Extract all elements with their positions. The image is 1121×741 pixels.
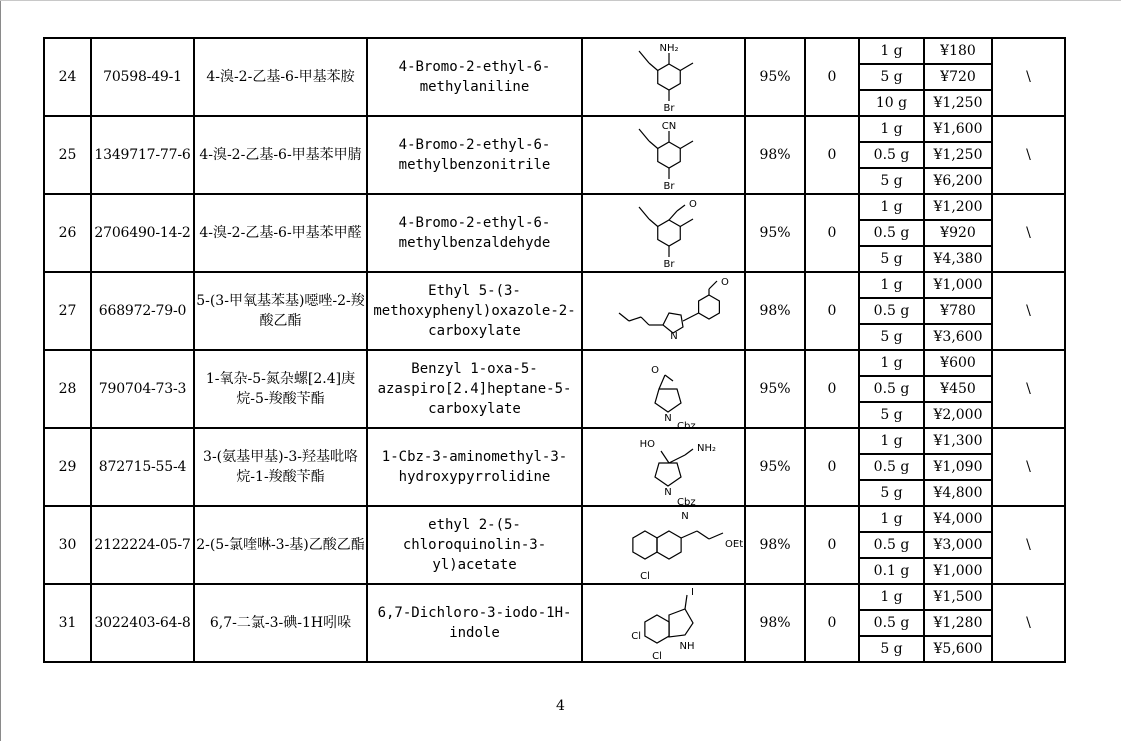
pack-size: 5 g [859, 480, 924, 506]
purity: 95% [745, 428, 805, 506]
remark: \ [992, 272, 1065, 350]
pack-size: 10 g [859, 90, 924, 116]
table-row [44, 194, 1065, 220]
atom-label: Cbz [676, 497, 696, 508]
atom-label: NH₂ [658, 43, 679, 54]
row-number: 26 [44, 194, 91, 272]
remark: \ [992, 584, 1065, 662]
price: ¥180 [924, 38, 992, 64]
atom-label: O [720, 277, 729, 288]
row-number: 30 [44, 506, 91, 584]
cas-number: 2706490-14-2 [91, 194, 194, 272]
atom-label: O [688, 199, 697, 210]
atom-label: Cl [630, 631, 641, 642]
purity: 98% [745, 584, 805, 662]
pack-size: 1 g [859, 38, 924, 64]
pack-size: 0.5 g [859, 610, 924, 636]
pack-size: 1 g [859, 194, 924, 220]
table-row [44, 38, 1065, 64]
remark: \ [992, 506, 1065, 584]
page-edge [0, 0, 1, 741]
table-row [44, 272, 1065, 298]
stock: 0 [805, 428, 859, 506]
ethyl-chloroquinolinyl-acetate-structure [582, 506, 745, 584]
price: ¥1,090 [924, 454, 992, 480]
table-row [44, 116, 1065, 142]
purity: 98% [745, 272, 805, 350]
cas-number: 70598-49-1 [91, 38, 194, 116]
price: ¥3,600 [924, 324, 992, 350]
atom-label: OEt [724, 539, 743, 550]
price: ¥6,200 [924, 168, 992, 194]
pack-size: 5 g [859, 168, 924, 194]
price: ¥920 [924, 220, 992, 246]
atom-label: NH [679, 641, 694, 652]
price: ¥5,600 [924, 636, 992, 662]
pack-size: 5 g [859, 64, 924, 90]
price: ¥1,300 [924, 428, 992, 454]
price: ¥450 [924, 376, 992, 402]
purity: 98% [745, 116, 805, 194]
chinese-name: 5-(3-甲氧基苯基)噁唑-2-羧酸乙酯 [194, 272, 367, 350]
pack-size: 1 g [859, 584, 924, 610]
atom-label: Cbz [676, 421, 696, 432]
purity: 98% [745, 506, 805, 584]
price: ¥1,250 [924, 90, 992, 116]
atom-label: N [669, 331, 678, 342]
table-row [44, 506, 1065, 532]
chinese-name: 2-(5-氯喹啉-3-基)乙酸乙酯 [194, 506, 367, 584]
table-row [44, 350, 1065, 376]
4-bromo-2-ethyl-6-methylbenzonitrile-structure [582, 116, 745, 194]
atom-label: Br [663, 181, 674, 192]
price: ¥1,200 [924, 194, 992, 220]
row-number: 29 [44, 428, 91, 506]
chinese-name: 1-氧杂-5-氮杂螺[2.4]庚烷-5-羧酸苄酯 [194, 350, 367, 428]
pack-size: 0.5 g [859, 142, 924, 168]
stock: 0 [805, 38, 859, 116]
4-bromo-2-ethyl-6-methylaniline-structure [582, 38, 745, 116]
atom-label: I [690, 587, 694, 598]
cas-number: 790704-73-3 [91, 350, 194, 428]
price: ¥4,380 [924, 246, 992, 272]
purity: 95% [745, 350, 805, 428]
english-name: 4-Bromo-2-ethyl-6-methylaniline [367, 38, 582, 116]
atom-label: HO [639, 439, 655, 450]
english-name: ethyl 2-(5-chloroquinolin-3-yl)acetate [367, 506, 582, 584]
atom-label: N [663, 487, 672, 498]
purity: 95% [745, 38, 805, 116]
pack-size: 0.5 g [859, 376, 924, 402]
price: ¥780 [924, 298, 992, 324]
pack-size: 1 g [859, 350, 924, 376]
english-name: 1-Cbz-3-aminomethyl-3-hydroxypyrrolidine [367, 428, 582, 506]
atom-label: Cl [651, 651, 662, 662]
english-name: 4-Bromo-2-ethyl-6-methylbenzonitrile [367, 116, 582, 194]
page-edge-top [0, 0, 1121, 1]
atom-label: CN [661, 121, 676, 132]
cas-number: 668972-79-0 [91, 272, 194, 350]
oxa-azaspiroheptane-cbz-structure [582, 350, 745, 432]
stock: 0 [805, 350, 859, 428]
atom-label: Cl [639, 571, 650, 582]
stock: 0 [805, 506, 859, 584]
chinese-name: 6,7-二氯-3-碘-1H吲哚 [194, 584, 367, 662]
pack-size: 5 g [859, 402, 924, 428]
pack-size: 1 g [859, 116, 924, 142]
stock: 0 [805, 194, 859, 272]
pack-size: 0.5 g [859, 532, 924, 558]
row-number: 24 [44, 38, 91, 116]
stock: 0 [805, 116, 859, 194]
atom-label: Br [663, 103, 674, 114]
pack-size: 5 g [859, 636, 924, 662]
chinese-name: 3-(氨基甲基)-3-羟基吡咯烷-1-羧酸苄酯 [194, 428, 367, 506]
english-name: 6,7-Dichloro-3-iodo-1H-indole [367, 584, 582, 662]
price: ¥720 [924, 64, 992, 90]
english-name: Benzyl 1-oxa-5-azaspiro[2.4]heptane-5-carboxylate [367, 350, 582, 428]
price: ¥4,000 [924, 506, 992, 532]
chinese-name: 4-溴-2-乙基-6-甲基苯甲腈 [194, 116, 367, 194]
price: ¥1,500 [924, 584, 992, 610]
remark: \ [992, 38, 1065, 116]
row-number: 27 [44, 272, 91, 350]
remark: \ [992, 116, 1065, 194]
price: ¥4,800 [924, 480, 992, 506]
atom-label: N [680, 511, 689, 522]
pack-size: 0.5 g [859, 220, 924, 246]
stock: 0 [805, 272, 859, 350]
pack-size: 0.1 g [859, 558, 924, 584]
price: ¥1,000 [924, 558, 992, 584]
row-number: 25 [44, 116, 91, 194]
price: ¥1,280 [924, 610, 992, 636]
cbz-aminomethyl-hydroxypyrrolidine-structure [582, 428, 745, 506]
price: ¥1,000 [924, 272, 992, 298]
row-number: 28 [44, 350, 91, 428]
price: ¥2,000 [924, 402, 992, 428]
pack-size: 1 g [859, 272, 924, 298]
pack-size: 5 g [859, 324, 924, 350]
atom-label: N [663, 413, 672, 424]
pack-size: 0.5 g [859, 454, 924, 480]
remark: \ [992, 194, 1065, 272]
dichloro-iodo-indole-structure [582, 584, 745, 662]
pack-size: 5 g [859, 246, 924, 272]
page-number: 4 [556, 698, 565, 714]
product-table [43, 37, 1066, 663]
pack-size: 1 g [859, 428, 924, 454]
pack-size: 0.5 g [859, 298, 924, 324]
table-row [44, 584, 1065, 610]
cas-number: 2122224-05-7 [91, 506, 194, 584]
chinese-name: 4-溴-2-乙基-6-甲基苯甲醛 [194, 194, 367, 272]
atom-label: O [650, 365, 659, 376]
table-row [44, 428, 1065, 454]
remark: \ [992, 428, 1065, 506]
row-number: 31 [44, 584, 91, 662]
price: ¥3,000 [924, 532, 992, 558]
chinese-name: 4-溴-2-乙基-6-甲基苯胺 [194, 38, 367, 116]
remark: \ [992, 350, 1065, 428]
cas-number: 3022403-64-8 [91, 584, 194, 662]
price: ¥600 [924, 350, 992, 376]
cas-number: 872715-55-4 [91, 428, 194, 506]
price: ¥1,600 [924, 116, 992, 142]
stock: 0 [805, 584, 859, 662]
purity: 95% [745, 194, 805, 272]
english-name: Ethyl 5-(3-methoxyphenyl)oxazole-2-carboxylate [367, 272, 582, 350]
ethyl-methoxyphenyl-oxazole-carboxylate-structure [582, 272, 745, 350]
atom-label: Br [663, 259, 674, 270]
pack-size: 1 g [859, 506, 924, 532]
english-name: 4-Bromo-2-ethyl-6-methylbenzaldehyde [367, 194, 582, 272]
atom-label: NH₂ [696, 443, 716, 454]
price: ¥1,250 [924, 142, 992, 168]
cas-number: 1349717-77-6 [91, 116, 194, 194]
4-bromo-2-ethyl-6-methylbenzaldehyde-structure [582, 194, 745, 272]
